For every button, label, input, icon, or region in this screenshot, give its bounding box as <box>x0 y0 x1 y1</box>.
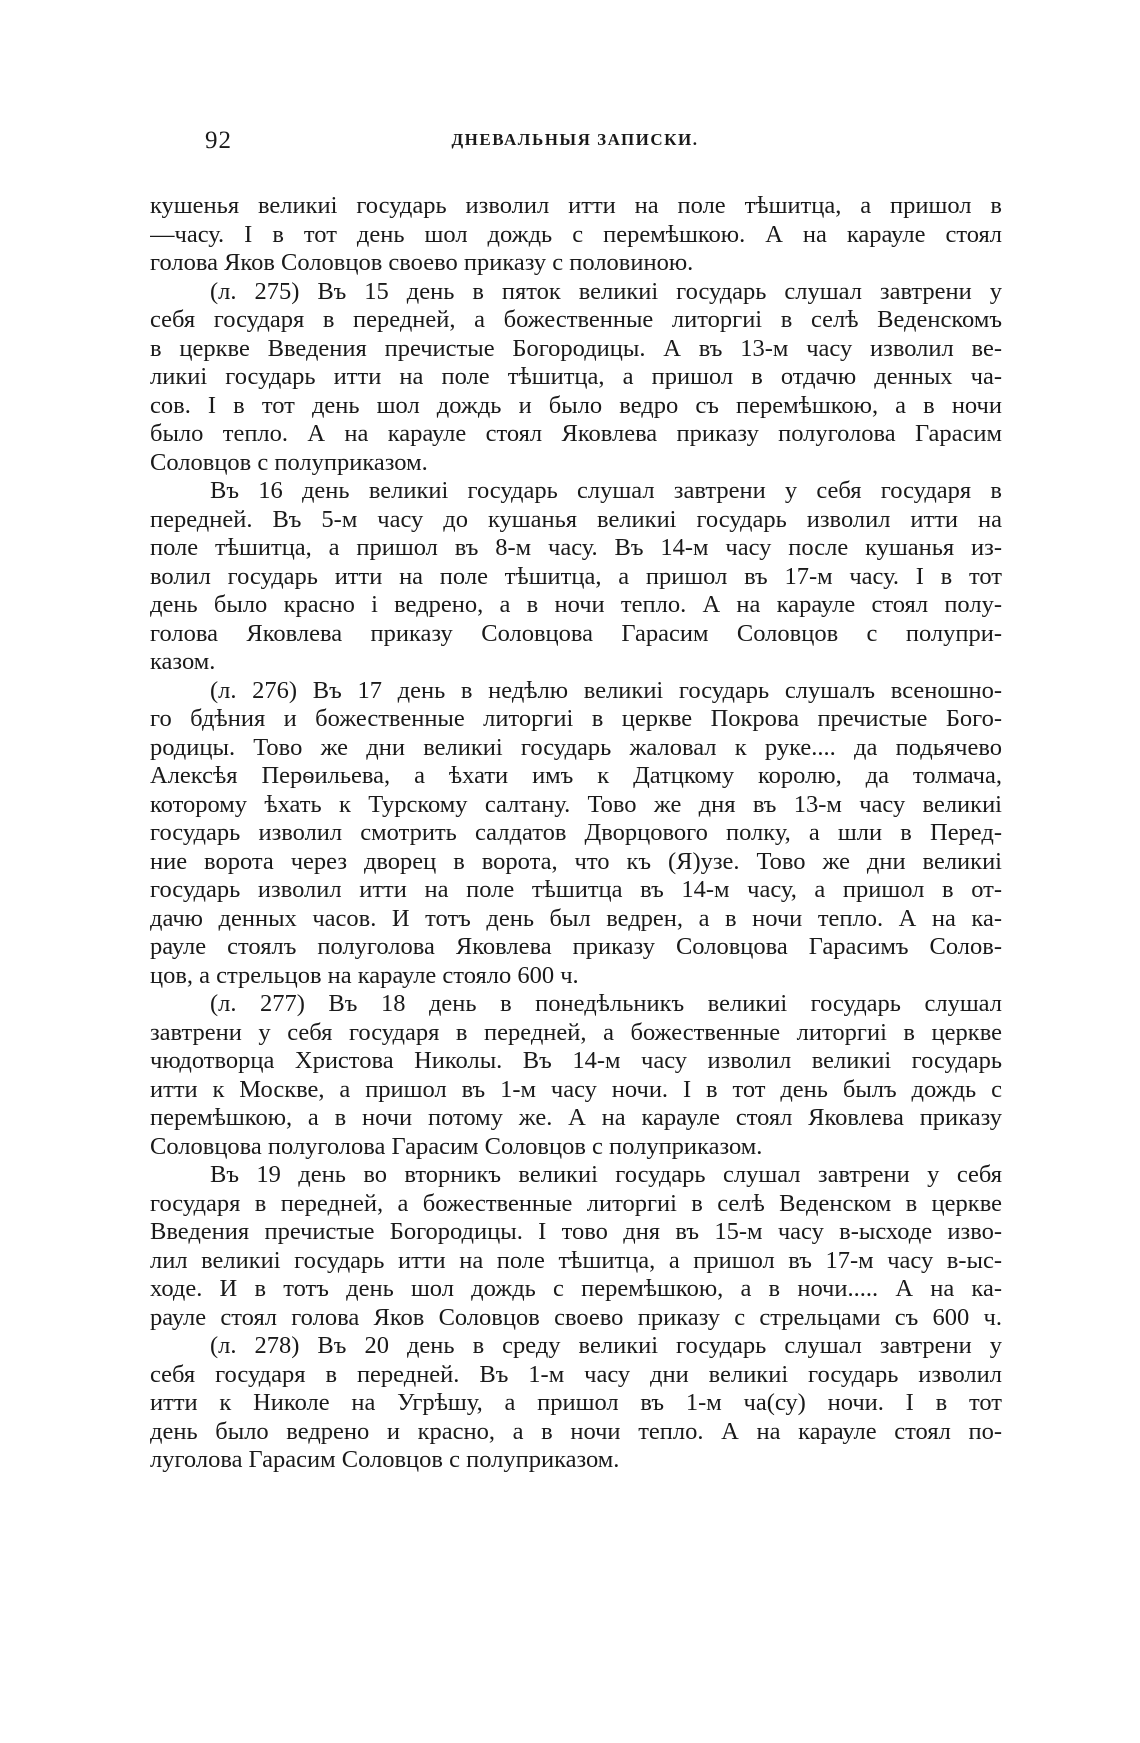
text-line: —часу. І в тот день шол дождь с перемѣшкою. А на карауле стоял <box>150 220 1002 248</box>
text-line: лил великиі государь итти на поле тѣшитца, а пришол въ 17-м часу в-ыс- <box>150 1246 1002 1274</box>
text-line: перемѣшкою, а в ночи потому же. А на карауле стоял Яковлева приказу <box>150 1104 1002 1131</box>
text-line: чюдотворца Христова Николы. Въ 14-м часу изволил великиі государь <box>150 1047 1002 1074</box>
text-line: ние ворота через дворец в ворота, что къ (Я)узе. Тово же дни великиі <box>150 847 1002 875</box>
text-line: голова Яков Соловцов своево приказу с половиною. <box>150 249 694 276</box>
running-title: ДНЕВАЛЬНЫЯ ЗАПИСКИ. <box>451 130 699 149</box>
text-line: Въ 19 день во вторникъ великиі государь слушал завтрени у себя <box>210 1161 1002 1188</box>
text-line: (л. 278) Въ 20 день в среду великиі государь слушал завтрени у <box>210 1332 1002 1359</box>
text-line: Алексѣя Перѳильева, а ѣхати имъ к Датцкому королю, да толмача, <box>150 762 1002 789</box>
text-line: итти к Москве, а пришол въ 1-м часу ночи. І в тот день былъ дождь с <box>150 1075 1002 1103</box>
text-line: передней. Въ 5-м часу до кушанья великиі государь изволил итти на <box>150 505 1002 533</box>
text-line: государь изволил итти на поле тѣшитца въ 14-м часу, а пришол в от- <box>150 876 1002 903</box>
text-line: поле тѣшитца, а пришол въ 8-м часу. Въ 14-м часу после кушанья из- <box>150 534 1002 561</box>
body-text <box>150 192 1002 1475</box>
text-line: себя государя в передней. Въ 1-м часу дни великиі государь изволил <box>150 1360 1002 1388</box>
text-line: Соловцова полуголова Гарасим Соловцов с полуприказом. <box>150 1132 763 1160</box>
text-line: казом. <box>150 648 216 675</box>
text-line: цов, а стрельцов на карауле стояло 600 ч. <box>150 961 579 989</box>
text-line: луголова Гарасим Соловцов с полуприказом. <box>150 1446 620 1473</box>
text-line: Въ 16 день великиі государь слушал завтрени у себя государя в <box>210 477 1002 504</box>
text-line: в церкве Введения пречистые Богородицы. А въ 13-м часу изволил ве- <box>150 334 1002 362</box>
text-line: сов. І в тот день шол дождь и было ведро съ перемѣшкою, а в ночи <box>150 391 1002 419</box>
text-line: Введения пречистые Богородицы. І тово дня въ 15-м часу в-ысходе изво- <box>150 1218 1002 1245</box>
text-line: рауле стоялъ полуголова Яковлева приказу Соловцова Гарасимъ Солов- <box>150 933 1002 960</box>
text-line: государя в передней, а божественные литоргиі в селѣ Веденском в церкве <box>150 1189 1002 1217</box>
text-line: (л. 277) Въ 18 день в понедѣльникъ великиі государь слушал <box>210 990 1002 1017</box>
text-line: ликиі государь итти на поле тѣшитца, а пришол в отдачю денных ча- <box>150 363 1002 390</box>
text-line: ходе. И в тотъ день шол дождь с перемѣшкою, а в ночи..... А на ка- <box>150 1275 1002 1302</box>
text-line: родицы. Тово же дни великиі государь жаловал к руке.... да подьячево <box>150 733 1002 761</box>
text-line: день было ведрено и красно, а в ночи тепло. А на карауле стоял по- <box>150 1417 1002 1445</box>
text-line: (л. 275) Въ 15 день в пяток великиі государь слушал завтрени у <box>210 277 1002 305</box>
text-line: рауле стоял голова Яков Соловцов своево приказу с стрельцами съ 600 ч. <box>150 1303 1002 1331</box>
text-line: Соловцов с полуприказом. <box>150 448 428 476</box>
text-line: итти к Николе на Угрѣшу, а пришол въ 1-м ча(су) ночи. І в тот <box>150 1389 1002 1416</box>
text-line: завтрени у себя государя в передней, а божественные литоргиі в церкве <box>150 1018 1002 1046</box>
text-line: кушенья великиі государь изволил итти на поле тѣшитца, а пришол в <box>150 192 1002 219</box>
text-line: (л. 276) Въ 17 день в недѣлю великиі государь слушалъ всеношно- <box>210 676 1002 704</box>
text-line: го бдѣния и божественные литоргиі в церкве Покрова пречистые Бого- <box>150 705 1002 732</box>
page-number: 92 <box>205 127 232 154</box>
text-line: день было красно і ведрено, а в ночи тепло. А на карауле стоял полу- <box>150 591 1002 618</box>
text-line: которому ѣхать к Турскому салтану. Тово же дня въ 13-м часу великиі <box>150 790 1002 818</box>
page-header <box>150 126 1000 166</box>
text-line: дачю денных часов. И тотъ день был ведрен, а в ночи тепло. А на ка- <box>150 904 1002 932</box>
text-line: было тепло. А на карауле стоял Яковлева приказу полуголова Гарасим <box>150 420 1002 447</box>
text-line: государь изволил смотрить салдатов Дворцового полку, а шли в Перед- <box>150 819 1002 846</box>
text-line: себя государя в передней, а божественные литоргиі в селѣ Веденскомъ <box>150 306 1002 333</box>
text-line: волил государь итти на поле тѣшитца, а пришол въ 17-м часу. І в тот <box>150 562 1002 590</box>
text-line: голова Яковлева приказу Соловцова Гарасим Соловцов с полупри- <box>150 619 1002 647</box>
